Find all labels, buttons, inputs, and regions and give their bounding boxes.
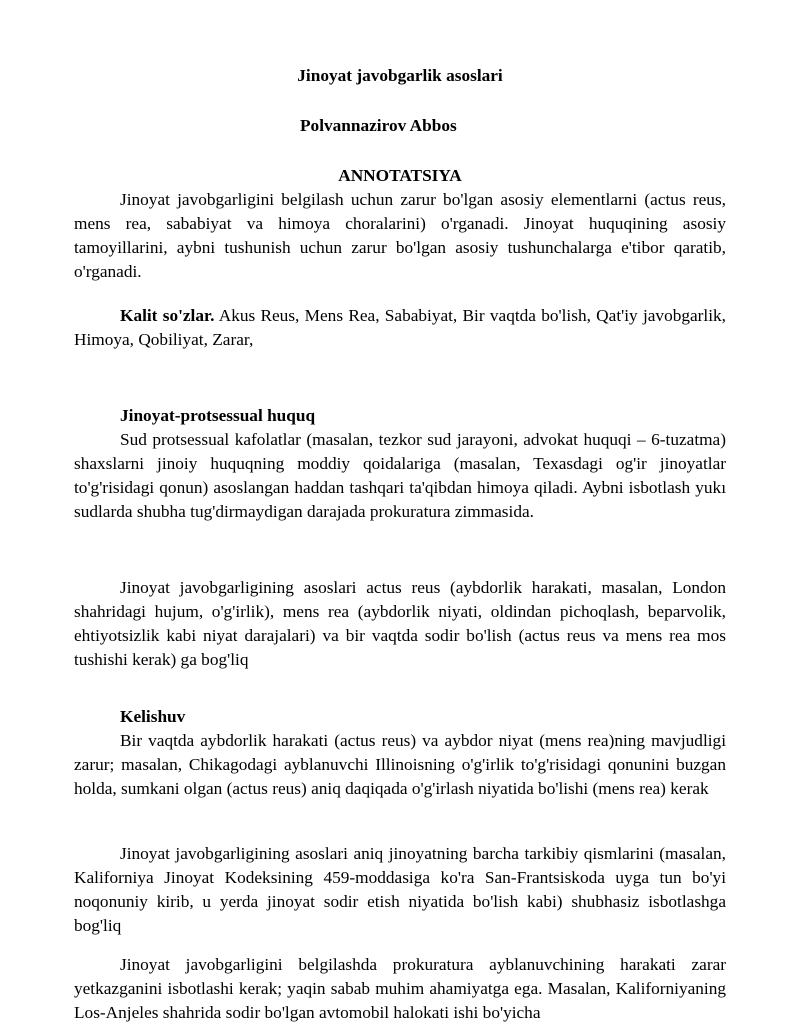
annotation-heading	[74, 164, 726, 188]
section-heading-concurrence-text: Kelishuv	[120, 707, 186, 726]
title-text: Jinoyat javobgarlik asoslari	[297, 66, 503, 85]
causation-paragraph: Jinoyat javobgarligini belgilashda prokuratura ayblanuvchining harakati zarar yetkazganini isbotlashi kerak; yaqin sabab muhim ahamiyatga ega. Masalan, Kaliforniyaning Los-Anjeles shahrida sodir bo'lgan avtomobil halokati ishi bo'yicha	[74, 955, 726, 1022]
concurrence-paragraph: Bir vaqtda aybdorlik harakati (actus reus) va aybdor niyat (mens rea)ning mavjudligi zarur; masalan, Chikagodagi ayblanuvchi Illinoisning o'g'irlik to'g'risidagi qonunini buzgan holda, sumkani olgan (actus reus) aniq daqiqada o'g'irlash niyatida bo'lishi (mens rea) kerak	[74, 731, 726, 798]
author-name	[300, 114, 600, 138]
annotation-paragraph: Jinoyat javobgarligini belgilash uchun zarur bo'lgan asosiy elementlarni (actus reus, mens rea, sababiyat va himoya choralarini) o'rganadi. Jinoyat huquqining asosiy tamoyillarini, aybni tushunish uchun zarur bo'lgan asosiy tushunchalarga e'tibor qaratib, o'rganadi.	[74, 190, 726, 281]
keywords-text: Akus Reus, Mens Rea, Sababiyat, Bir vaqtda bo'lish, Qat'iy javobgarlik, Himoya, Qobiliyat, Zarar,	[74, 306, 726, 349]
section-heading-procedural-text: Jinoyat-protsessual huquq	[120, 406, 316, 425]
keywords-paragraph	[74, 304, 726, 352]
author-text: Polvannazirov Abbos	[300, 116, 457, 135]
document-title	[74, 64, 726, 88]
annotation-heading-text: ANNOTATSIYA	[338, 166, 462, 185]
keywords-label: Kalit so'zlar.	[120, 306, 215, 325]
liability-basics-paragraph: Jinoyat javobgarligining asoslari actus reus (aybdorlik harakati, masalan, London shahridagi hujum, o'g'irlik), mens rea (aybdorlik niyati, oldindan pichoqlash, beparvolik, ehtiyotsizlik kabi niyat darajalari) va bir vaqtda sodir bo'lish (actus reus va mens rea mos tushishi kerak) ga bog'liq	[74, 578, 726, 669]
section-heading-procedural	[120, 404, 315, 428]
elements-proof-paragraph: Jinoyat javobgarligining asoslari aniq jinoyatning barcha tarkibiy qismlarini (masalan, Kaliforniya Jinoyat Kodeksining 459-moddasiga ko'ra San-Frantsiskoda uyga tun bo'yi noqonuniy kirib, u yerda jinoyat sodir etish niyatida bo'lish kabi) shubhasiz isbotlashga bog'liq	[74, 844, 726, 935]
procedural-paragraph: Sud protsessual kafolatlar (masalan, tezkor sud jarayoni, advokat huquqi – 6-tuzatma) shaxslarni jinoiy huquqning moddiy qoidalariga (masalan, Texasdagi og'ir jinoyatlar to'g'risidagi qonun) asoslangan haddan tashqari ta'qibdan himoya qiladi. Aybni isbotlash yukı sudlarda shubha tug'dirmaydigan darajada prokuratura zimmasida.	[74, 430, 726, 521]
section-heading-concurrence	[120, 705, 185, 729]
